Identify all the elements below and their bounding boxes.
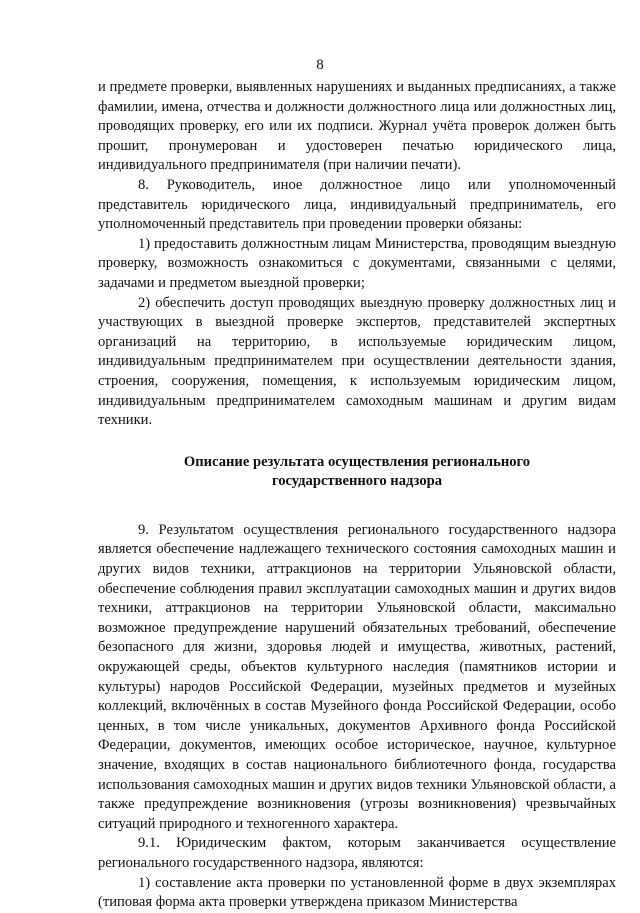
paragraph: и предмете проверки, выявленных нарушениях и выданных предписаниях, а также фамилии, имена, отчества и должности должностного лица или должностных лиц, проводящих проверку, его или их подписи. Журнал учёта проверок должен быть прошит, пронумерован и удостоверен печатью юридического лица, индивидуального предпринимателя (при наличии печати). — [98, 79, 616, 174]
paragraphs-before-heading — [98, 78, 616, 431]
page-number: 8 — [316, 57, 324, 73]
paragraph: 9. Результатом осуществления регионального государственного надзора является обеспечение надлежащего технического состояния самоходных машин и других видов техники, аттракционов на территории Ульяновской области, обеспечение соблюдения правил эксплуатации самоходных машин и других видов техники, аттракционов на территории Ульяновской области, максимально возможное предупреждение нарушений обязательных требований, обеспечение безопасного для жизни, здоровья людей и имущества, животных, растений, окружающей среды, объектов культурного наследия (памятников истории и культуры) народов Российской Федерации, музейных предметов и музейных коллекций, включённых в состав Музейного фонда Российской Федерации, особо ценных, в том числе уникальных, документов Архивного фонда Российской Федерации, документов, имеющих особое историческое, научное, культурное значение, входящих в состав национального библиотечного фонда, государства использования самоходных машин и других видов техники Ульяновской области, а также предупреждение возникновения (угрозы возникновения) чрезвычайных ситуаций природного и техногенного характера. — [98, 521, 616, 832]
document-body — [98, 78, 616, 913]
paragraph: 1) предоставить должностным лицам Министерства, проводящим выездную проверку, возможность ознакомиться с документами, связанными с целями, задачами и предметом выездной проверки; — [98, 235, 616, 291]
paragraph: 2) обеспечить доступ проводящих выездную проверку должностных лиц и участвующих в выездной проверке экспертов, представителей экспертных организаций на территорию, в используемые юридическим лицом, индивидуальным предпринимателем при осуществлении деятельности здания, строения, сооружения, помещения, к используемым юридическим лицом, индивидуальным предпринимателем самоходным машинам и другим видам техники. — [98, 294, 616, 429]
paragraph: 9.1. Юридическим фактом, которым заканчивается осуществление регионального государственного надзора, являются: — [98, 835, 616, 871]
section-heading-line-1: Описание результата осуществления регионального — [183, 453, 531, 470]
paragraph: 8. Руководитель, иное должностное лицо или уполномоченный представитель юридического лица, индивидуальный предприниматель, его уполномоченный представитель при проведении проверки обязаны: — [98, 176, 616, 233]
paragraph: 1) составление акта проверки по установленной форме в двух экземплярах (типовая форма акта проверки утверждена приказом Министерства — [98, 874, 616, 911]
section-heading-line-2: государственного надзора — [271, 473, 443, 490]
paragraphs-after-heading — [98, 521, 616, 913]
section-heading — [98, 453, 616, 492]
